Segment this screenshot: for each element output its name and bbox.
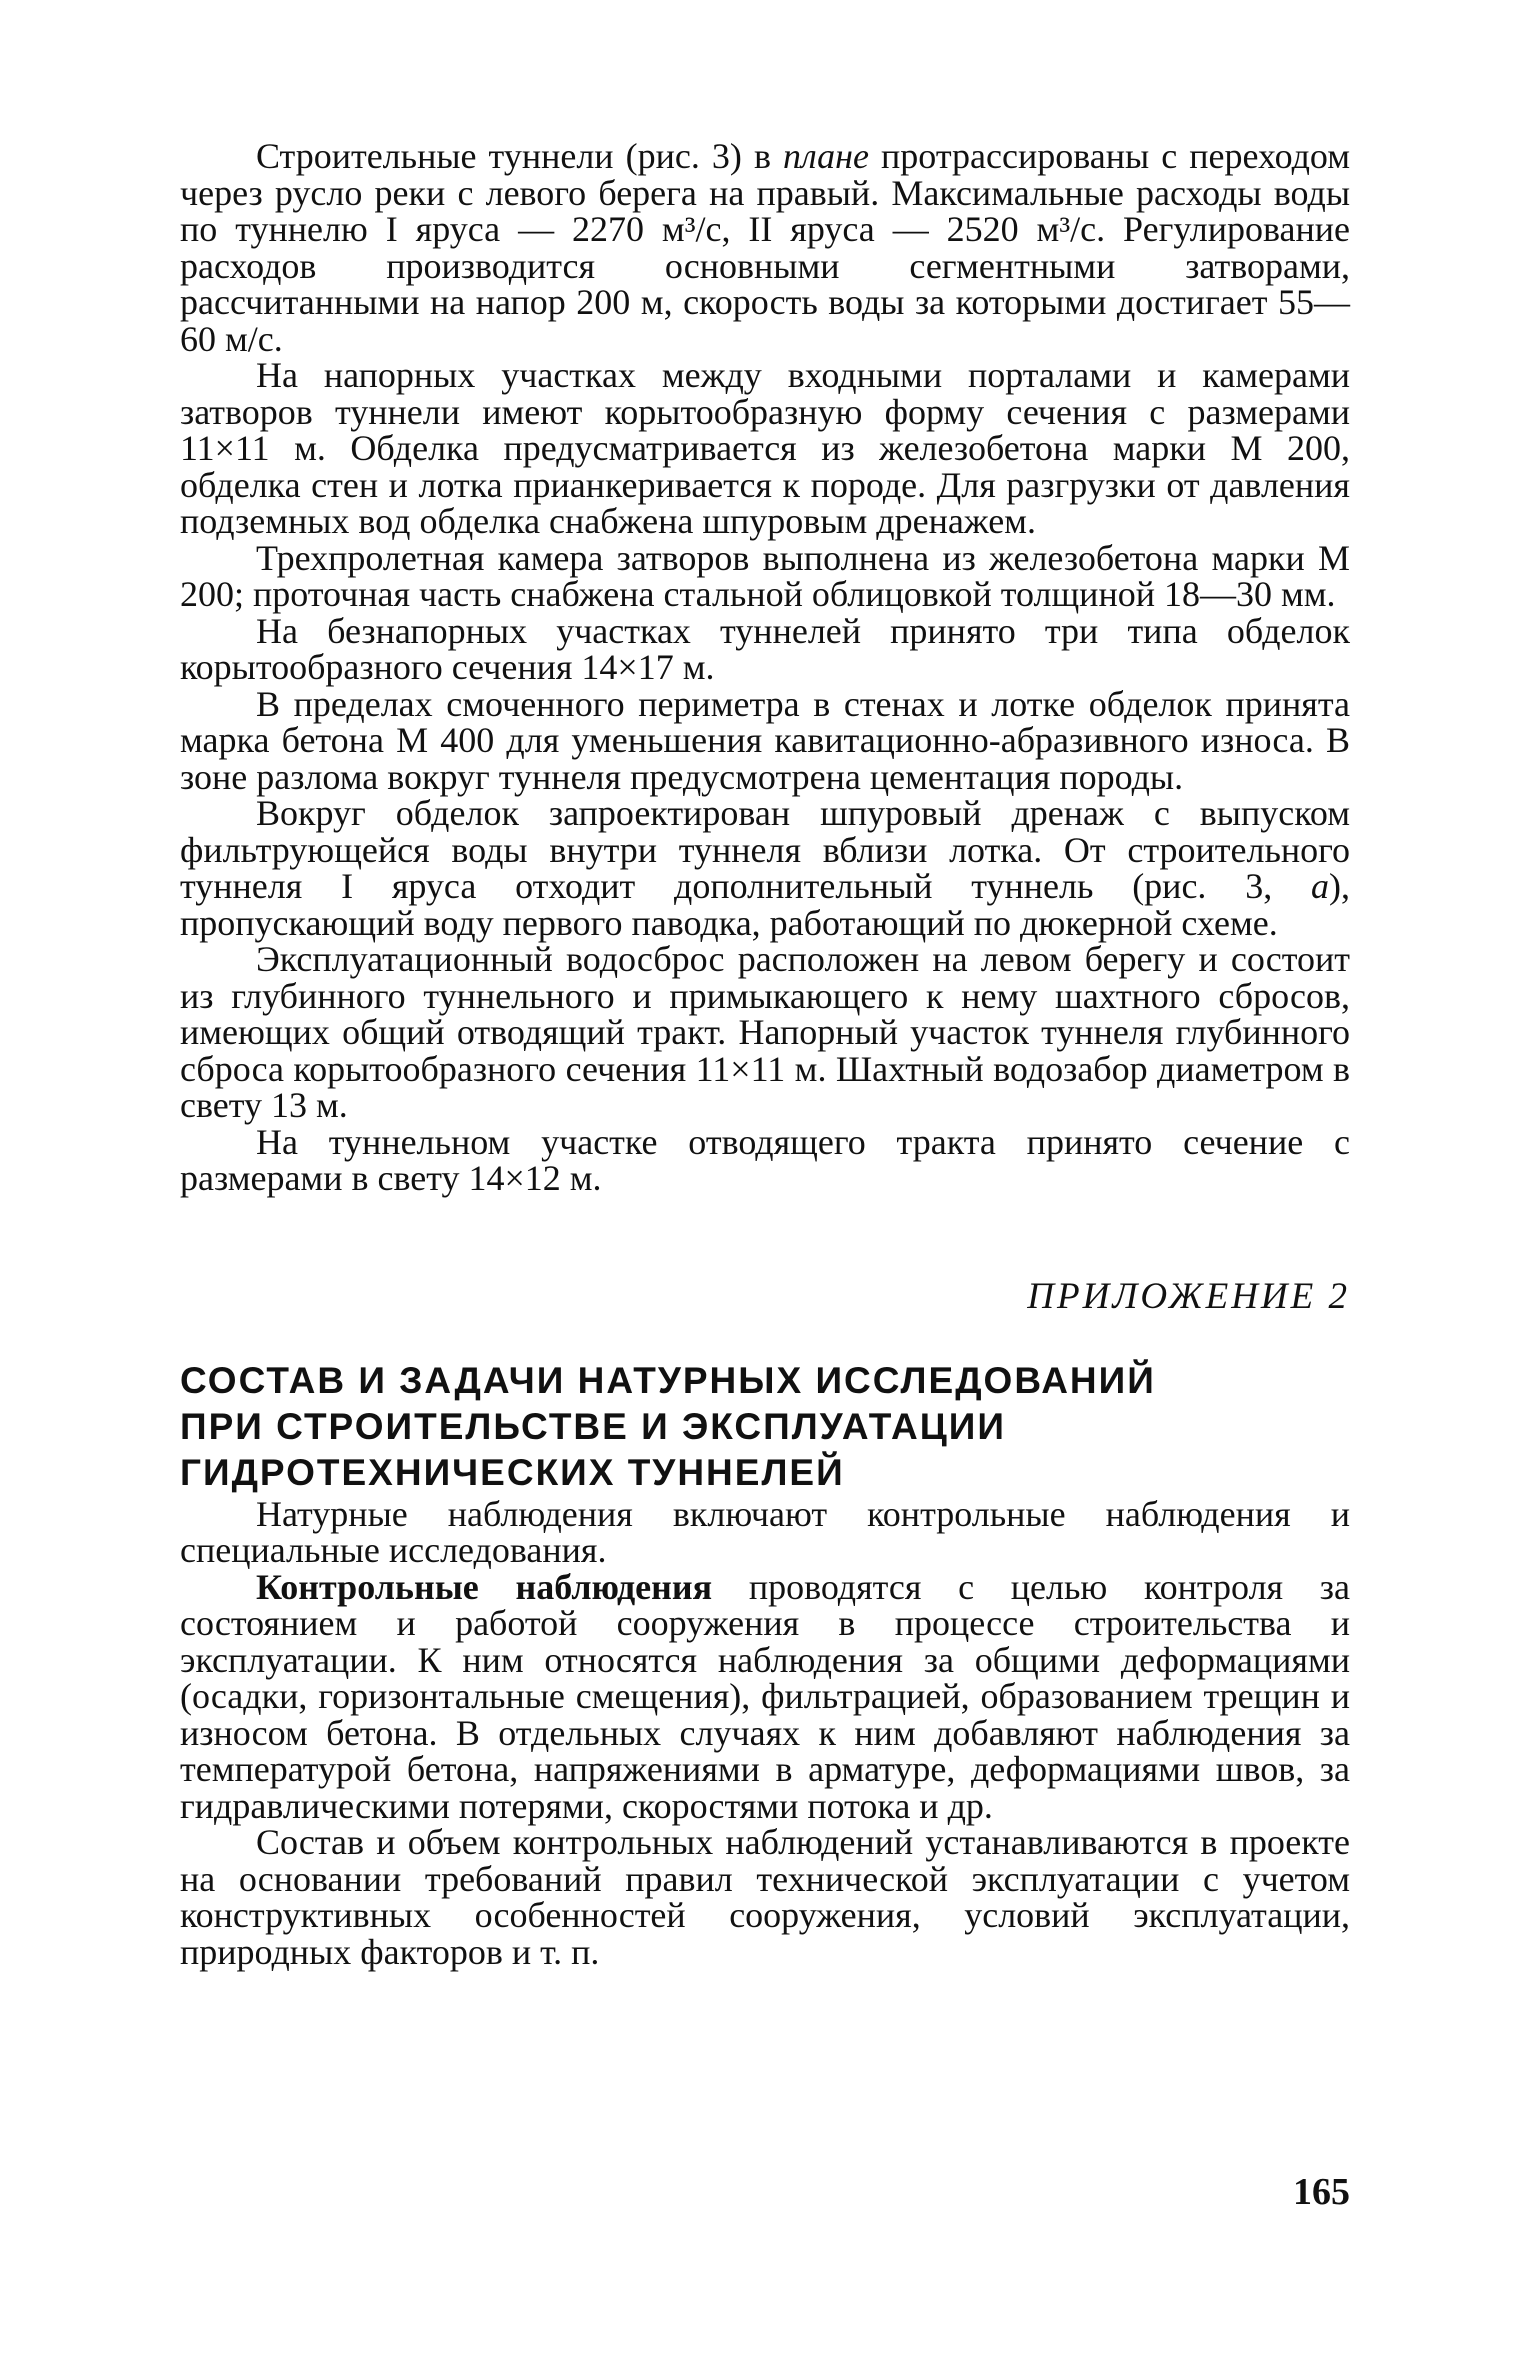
emphasis-plane: плане <box>783 136 869 176</box>
section-title-line-2: ПРИ СТРОИТЕЛЬСТВЕ И ЭКСПЛУАТАЦИИ <box>180 1405 1006 1447</box>
emphasis-figure-letter: а <box>1311 866 1329 906</box>
paragraph-outlet-section: На туннельном участке отводящего тракта принято сечение с размерами в свету 14×12 м. <box>180 1121 1350 1198</box>
paragraph-construction-tunnels: Строительные туннели (рис. 3) в плане протрассированы с переходом через русло реки с левого берега на правый. Максимальные расходы воды по туннелю I яруса — 2270 м³/с, II яруса — 2520 м³/с. Регулирование расходов производится основными сегментными затворами, рассчитанными на напор 200 м, скорость воды за которыми достигает 55—60 м/с. <box>180 136 1350 359</box>
paragraph-control-observations: Контрольные наблюдения проводятся с целью контроля за состоянием и работой сооружения в процессе строительства и эксплуатации. К ним относятся наблюдения за общими деформациями (осадки, горизонтальные смещения), фильтрацией, образованием трещин и износом бетона. В отдельных случаях к ним добавляют наблюдения за температурой бетона, напряжениями в арматуре, деформациями швов, за гидравлическими потерями, скоростями потока и др. <box>180 1566 1350 1826</box>
paragraph-free-flow-sections: На безнапорных участках туннелей принято три типа обделок корытообразного сечения 14×17 м. <box>180 610 1350 687</box>
paragraph-spillway: Эксплуатационный водосброс расположен на левом берегу и состоит из глубинного туннельного и примыкающего к нему шахтного сбросов, имеющих общий отводящий тракт. Напорный участок туннеля глубинного сброса корытообразного сечения 11×11 м. Шахтный водозабор диаметром в свету 13 м. <box>180 939 1350 1125</box>
page-body <box>180 138 1350 1970</box>
paragraph-drainage: Вокруг обделок запроектирован шпуровый дренаж с выпуском фильтрующейся воды внутри туннеля вблизи лотка. От строительного туннеля I яруса отходит дополнительный туннель (рис. 3, а), пропускающий воду первого паводка, работающий по дюкерной схеме. <box>180 793 1350 943</box>
paragraph-field-observations: Натурные наблюдения включают контрольные наблюдения и специальные исследования. <box>180 1493 1350 1570</box>
paragraph-concrete-grade: В пределах смоченного периметра в стенах и лотке обделок принята марка бетона М 400 для уменьшения кавитационно-абразивного износа. В зоне разлома вокруг туннеля предусмотрена цементация породы. <box>180 683 1350 797</box>
section-title-line-1: СОСТАВ И ЗАДАЧИ НАТУРНЫХ ИССЛЕДОВАНИЙ <box>180 1359 1156 1401</box>
page-number: 165 <box>1293 2171 1350 2213</box>
section-title <box>180 1358 1350 1496</box>
section-title-line-3: ГИДРОТЕХНИЧЕСКИХ ТУННЕЛЕЙ <box>180 1451 845 1493</box>
appendix-label: ПРИЛОЖЕНИЕ 2 <box>1027 1275 1350 1317</box>
paragraph-observation-scope: Состав и объем контрольных наблюдений устанавливаются в проекте на основании требований правил технической эксплуатации с учетом конструктивных особенностей сооружения, условий эксплуатации, природных факторов и т. п. <box>180 1822 1350 1972</box>
paragraph-gate-chamber: Трехпролетная камера затворов выполнена из железобетона марки М 200; проточная часть снабжена стальной облицовкой толщиной 18—30 мм. <box>180 537 1350 614</box>
paragraph-pressure-sections: На напорных участках между входными порталами и камерами затворов туннели имеют корытообразную форму сечения с размерами 11×11 м. Обделка предусматривается из железобетона марки М 200, обделка стен и лотка прианкеривается к породе. Для разгрузки от давления подземных вод обделка снабжена шпуровым дренажем. <box>180 355 1350 541</box>
bold-term-control-observations: Контрольные наблюдения <box>256 1566 713 1607</box>
